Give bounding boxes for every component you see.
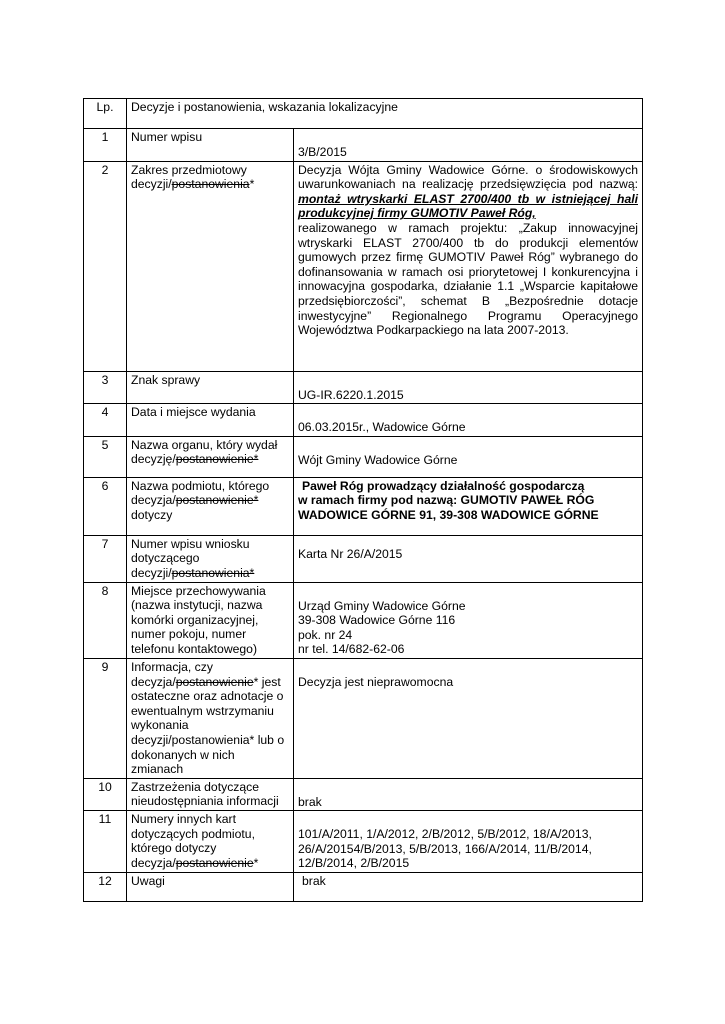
- row-value-text: 06.03.2015r., Wadowice Górne: [298, 420, 466, 435]
- row-label: Uwagi: [127, 873, 294, 902]
- value-line: Paweł Róg prowadzący działalność gospodarczą: [302, 478, 585, 493]
- row-label: [127, 535, 294, 582]
- row-value-text: Wójt Gminy Wadowice Górne: [298, 452, 458, 467]
- value-line: Urząd Gminy Wadowice Górne: [298, 598, 466, 613]
- row-value-text: brak: [298, 794, 322, 809]
- value-line: WADOWICE GÓRNE 91, 39-308 WADOWICE GÓRNE: [298, 507, 599, 522]
- value-line: pok. nr 24: [298, 627, 353, 642]
- row-number: 12: [84, 873, 127, 902]
- label-text: decyzji/: [131, 177, 172, 192]
- row-value: [294, 129, 643, 162]
- struck-text: postanowienie: [175, 856, 254, 871]
- label-text: Numery innych kart dotyczących podmiotu, którego dotyczy decyzja/: [131, 812, 255, 871]
- row-value: [294, 161, 643, 371]
- row-number: 9: [84, 658, 127, 778]
- value-text: Decyzja Wójta Gminy Wadowice Górne. o środowiskowych uwarunkowaniach na realizację przedsięwzięcia pod nazwą:: [298, 162, 638, 192]
- label-text: *: [253, 856, 259, 871]
- row-number: 2: [84, 161, 127, 371]
- registry-card-table: [83, 98, 643, 902]
- row-value: [294, 436, 643, 477]
- row-number: 10: [84, 778, 127, 811]
- row-value-text: Karta Nr 26/A/2015: [298, 546, 403, 561]
- row-label: Numer wpisu: [127, 129, 294, 162]
- label-text: Informacja, czy decyzja/: [131, 659, 213, 689]
- table-row: [84, 129, 643, 162]
- label-text: decyzji/: [131, 565, 172, 580]
- value-line: w ramach firmy pod nazwą: GUMOTIV PAWEŁ RÓG: [298, 493, 595, 508]
- row-value: [294, 371, 643, 404]
- row-label: Data i miejsce wydania: [127, 404, 294, 437]
- row-number: 5: [84, 436, 127, 477]
- table-row: [84, 658, 643, 778]
- label-text: Numer wpisu wniosku dotyczącego: [131, 536, 250, 566]
- row-number: 8: [84, 582, 127, 658]
- row-number: 3: [84, 371, 127, 404]
- struck-text: postanowienie*: [175, 493, 259, 508]
- value-text: realizowanego w ramach projektu: „Zakup innowacyjnej wtryskarki ELAST 2700/400 tb do produkcji elementów gumowych przez firmę GUMOTIV Paweł Róg” wybranego do dofinansowania w ramach osi priorytetowej I konkurencyjna i innowacyjna gospodarka, działanie 1.1 „Wsparcie kapitałowe przedsiębiorczości”, schemat B „Bezpośrednie dotacje inwestycyjne” Regionalnego Programu Operacyjnego Województwa Podkarpackiego na lata 2007-2013.: [298, 220, 638, 338]
- row-number: 6: [84, 477, 127, 535]
- struck-text: postanowienia*: [171, 565, 255, 580]
- table-row: [84, 161, 643, 371]
- row-value: [294, 404, 643, 437]
- row-value: [294, 658, 643, 778]
- table-row: [84, 778, 643, 811]
- row-label: [127, 436, 294, 477]
- row-value-text: brak: [302, 874, 326, 889]
- header-lp: Lp.: [84, 99, 127, 129]
- row-value: [294, 778, 643, 811]
- project-name: montaż wtryskarki ELAST 2700/400 tb w istniejącej hali produkcyjnej firmy GUMOTIV Paweł Róg,: [298, 191, 638, 221]
- row-value-text: 3/B/2015: [298, 145, 347, 159]
- table-header-row: [84, 99, 643, 129]
- row-label: [127, 161, 294, 371]
- table-row: [84, 873, 643, 902]
- label-text: dotyczy: [131, 507, 173, 522]
- row-value-text: Decyzja jest nieprawomocna: [298, 674, 454, 689]
- table-row: [84, 811, 643, 873]
- row-number: 11: [84, 811, 127, 873]
- row-label: Znak sprawy: [127, 371, 294, 404]
- header-title: Decyzje i postanowienia, wskazania lokalizacyjne: [127, 99, 643, 129]
- label-text: * jest ostateczne oraz adnotacje o ewentualnym wstrzymaniu wykonania decyzji/postanowienia* lub o dokonanych w nich zmianach: [131, 674, 285, 777]
- row-value-text: 101/A/2011, 1/A/2012, 2/B/2012, 5/B/2012, 18/A/2013, 26/A/20154/B/2013, 5/B/2013, 166/A/2014, 11/B/2014, 12/B/2014, 2/B/2015: [298, 827, 592, 871]
- row-value-text: UG-IR.6220.1.2015: [298, 387, 404, 402]
- table-row: [84, 535, 643, 582]
- row-value: [294, 811, 643, 873]
- table-row: [84, 404, 643, 437]
- label-text: Nazwa organu, który wydał decyzję/: [131, 437, 278, 467]
- struck-text: postanowienie*: [175, 452, 259, 467]
- table-row: [84, 582, 643, 658]
- row-label: Miejsce przechowywania (nazwa instytucji, nazwa komórki organizacyjnej, numer pokoju, numer telefonu kontaktowego): [127, 582, 294, 658]
- row-label: [127, 811, 294, 873]
- table-row: [84, 371, 643, 404]
- label-text: Zakres przedmiotowy: [131, 162, 247, 177]
- struck-text: postanowienie: [175, 674, 254, 689]
- label-text: *: [249, 177, 255, 192]
- row-value: [294, 582, 643, 658]
- row-number: 4: [84, 404, 127, 437]
- row-label: [127, 477, 294, 535]
- row-value: [294, 873, 643, 902]
- value-line: 39-308 Wadowice Górne 116: [298, 613, 456, 628]
- value-line: nr tel. 14/682-62-06: [298, 642, 405, 657]
- table-row: [84, 477, 643, 535]
- table-row: [84, 436, 643, 477]
- row-label: Zastrzeżenia dotyczące nieudostępniania informacji: [127, 778, 294, 811]
- row-number: 7: [84, 535, 127, 582]
- row-value: [294, 477, 643, 535]
- row-number: 1: [84, 129, 127, 162]
- struck-text: postanowienia: [171, 177, 250, 192]
- row-label: [127, 658, 294, 778]
- row-value: [294, 535, 643, 582]
- label-text: Nazwa podmiotu, którego decyzja/: [131, 478, 270, 508]
